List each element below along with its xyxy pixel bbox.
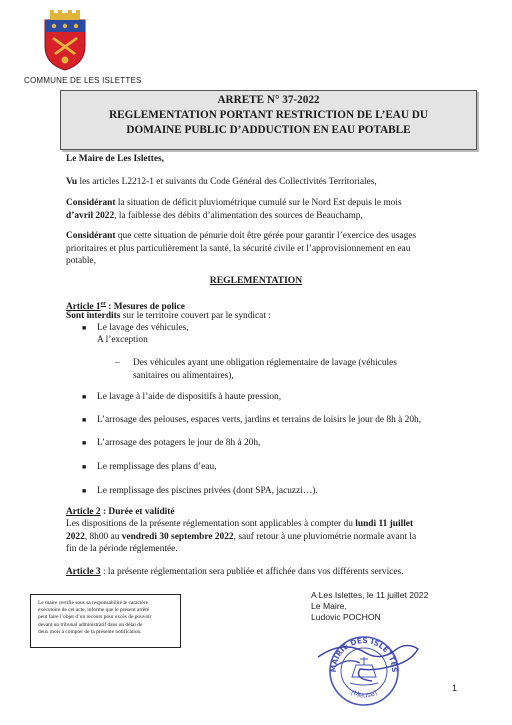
article-2-text-d: fin de la période réglementée. <box>66 544 178 554</box>
certification-line: deux mois à compter de la présente notification. <box>38 628 142 635</box>
considerant-paragraph-2 <box>66 230 476 268</box>
article-2-heading <box>66 506 175 519</box>
section-title: REGLEMENTATION <box>209 275 303 286</box>
bullet-icon: ■ <box>82 487 87 495</box>
page-number: 1 <box>452 683 458 693</box>
official-stamp <box>314 627 426 709</box>
list-item-text: Le remplissage des plans d’eau, <box>97 462 217 472</box>
list-item-text: Le lavage à l’aide de dispositifs à haute pression, <box>97 392 282 402</box>
decree-title-box <box>60 90 477 150</box>
signature-block <box>311 590 428 623</box>
vu-paragraph <box>66 176 466 189</box>
article-3-label: Article 3 <box>66 567 101 577</box>
vu-text: les articles L2212-1 et suivants du Code Général des Collectivités Territoriales, <box>77 177 377 187</box>
article-2-label: Article 2 <box>66 507 101 517</box>
considerant-2-text-b: prioritaires et plus particulièrement la santé, la sécurité civile et l’approvisionnement en eau <box>66 243 411 254</box>
exception-label: A l’exception <box>97 335 148 345</box>
article-1-title: : Mesures de police <box>105 302 185 313</box>
signature-name: Ludovic POCHON <box>311 612 381 622</box>
article-1-lead <box>66 310 271 323</box>
article-2-body <box>66 518 478 556</box>
vu-label: Vu <box>66 177 78 187</box>
article-1-sup: er <box>100 301 106 307</box>
article-1-lead-bold: Sont interdits <box>66 311 121 321</box>
bullet-icon: ■ <box>82 324 87 332</box>
article-2-text-a: Les dispositions de la présente réglementation sont applicables à compter du <box>66 519 356 529</box>
certification-box <box>30 594 181 648</box>
exception-line-2: sanitaires ou alimentaires), <box>133 370 234 381</box>
considerant-label-1: Considérant <box>66 198 116 208</box>
list-item-text: Le lavage des véhicules, <box>97 323 189 333</box>
certification-line: exécutoire de cet acte, informe que le présent arrêté <box>38 607 150 614</box>
bullet-icon: ■ <box>82 416 87 424</box>
stamp-bottom-text: (Meuse) <box>349 688 379 700</box>
bullet-icon: ■ <box>82 393 87 401</box>
article-2-date-end: vendredi 30 septembre 2022 <box>121 531 234 542</box>
commune-name: COMMUNE DE LES ISLETTES <box>24 76 142 85</box>
considerant-1-date: d’avril 2022 <box>66 210 115 221</box>
considerant-paragraph-1 <box>66 197 476 222</box>
considerant-1-text-a: la situation de déficit pluviométrique cumulé sur le Nord Est depuis le mois <box>115 198 402 208</box>
considerant-2-text-c: potable, <box>66 256 96 266</box>
article-2-title: : Durée et validité <box>100 507 175 517</box>
list-item-text: Le remplissage des piscines privées (dont SPA, jacuzzi…). <box>97 486 318 496</box>
signature-role: Le Maire, <box>311 601 347 611</box>
article-2-text-b: , 8h00 au <box>84 531 122 542</box>
exception-dash: – <box>115 358 120 368</box>
considerant-label-2: Considérant <box>66 231 116 241</box>
article-2-text-c: , sauf retour à une pluviométrie normale avant la <box>233 531 417 542</box>
maire-heading: Le Maire de Les Islettes, <box>66 154 164 164</box>
certification-line: peut faire l’objet d’un recours pour excès de pouvoir <box>38 614 152 621</box>
bullet-icon: ■ <box>82 439 87 447</box>
article-3-text: : la présente réglementation sera publiée et affichée dans vos différents services. <box>100 567 404 577</box>
decree-number: ARRETE N° 37-2022 <box>217 94 320 106</box>
considerant-1-text-b: , la faiblesse des débits d’alimentation des sources de Beauchamp, <box>114 210 363 221</box>
article-3 <box>66 566 404 579</box>
article-1-label: Article 1 <box>66 302 101 313</box>
article-1-lead-text: sur le territoire couvert par le syndicat : <box>120 311 271 321</box>
certification-line: devant un tribunal administratif dans un délai de <box>38 621 143 628</box>
exception-line-1: Des véhicules ayant une obligation réglementaire de lavage (véhicules <box>133 358 397 368</box>
coat-of-arms-logo <box>42 10 88 72</box>
decree-title-line-2: DOMAINE PUBLIC D’ADDUCTION EN EAU POTABLE <box>126 124 411 136</box>
article-2-date-start-year: 2022 <box>66 531 85 542</box>
signature-place-date: A Les Islettes, le 11 juillet 2022 <box>311 590 429 600</box>
exception-item <box>133 357 478 382</box>
bullet-icon: ■ <box>82 463 87 471</box>
considerant-2-text-a: que cette situation de pénurie doit être gérée pour garantir l’exercice des usages <box>115 231 417 241</box>
stamp-top-text: MAIRIE DES ISLETTES <box>328 635 400 673</box>
article-2-date-start: lundi 11 juillet <box>355 519 414 529</box>
list-item-text: L’arrosage des pelouses, espaces verts, jardins et terrains de loisirs le jour de 8h à 20h, <box>97 415 422 425</box>
list-item-text: L’arrosage des potagers le jour de 8h à 20h, <box>97 438 261 448</box>
decree-title-line-1: REGLEMENTATION PORTANT RESTRICTION DE L’EAU DU <box>109 109 428 121</box>
certification-line: Le maire certifie sous sa responsabilité le caractère <box>38 600 149 606</box>
